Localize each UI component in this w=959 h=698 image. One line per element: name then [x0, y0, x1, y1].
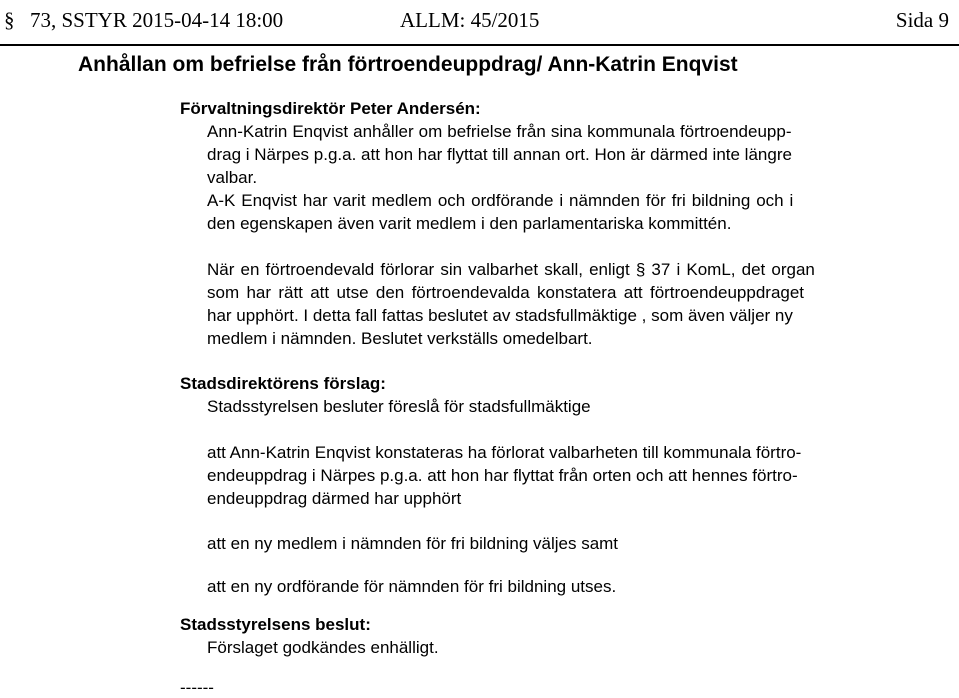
- proposal-att-3: att en ny ordförande för nämnden för fri bildning utses.: [207, 577, 617, 596]
- proposal-att-1: [207, 441, 892, 510]
- paragraph-mark: §: [4, 8, 15, 32]
- text-line: endeuppdrag därmed har upphört: [207, 489, 462, 508]
- text-line: att Ann-Katrin Enqvist konstateras ha förlorat valbarheten till kommunala förtro-: [207, 443, 802, 462]
- director-section: [180, 97, 892, 350]
- text-line: A-K Enqvist har varit medlem och ordförande i nämnden för fri bildning och i: [207, 191, 794, 210]
- document-title: Anhållan om befrielse från förtroendeuppdrag/ Ann-Katrin Enqvist: [78, 53, 738, 76]
- proposal-section: [180, 372, 892, 598]
- text-line: drag i Närpes p.g.a. att hon har flyttat till annan ort. Hon är därmed inte längre: [207, 145, 792, 164]
- text-line: har upphört. I detta fall fattas beslutet av stadsfullmäktige , som även väljer ny: [207, 306, 793, 325]
- director-paragraph-1: [207, 120, 892, 189]
- decision-section: [180, 613, 892, 659]
- agenda-item-number: ALLM: 45/2015: [400, 8, 540, 32]
- director-paragraph-2: [207, 189, 892, 235]
- section-separator: ------: [180, 678, 214, 697]
- page-number: Sida 9: [895, 8, 949, 32]
- text-line: När en förtroendevald förlorar sin valbarhet skall, enligt § 37 i KomL, det organ: [207, 260, 815, 279]
- proposal-att-2: att en ny medlem i nämnden för fri bildning väljes samt: [207, 534, 619, 553]
- decision-text: Förslaget godkändes enhälligt.: [207, 638, 439, 657]
- page-header: [0, 0, 959, 46]
- decision-heading: Stadsstyrelsens beslut:: [180, 615, 371, 634]
- director-paragraph-3: [207, 258, 892, 350]
- meeting-reference: 73, SSTYR 2015-04-14 18:00: [30, 8, 284, 32]
- proposal-heading: Stadsdirektörens förslag:: [180, 374, 386, 393]
- text-line: valbar.: [207, 168, 258, 187]
- text-line: den egenskapen även varit medlem i den parlamentariska kommittén.: [207, 214, 732, 233]
- text-line: medlem i nämnden. Beslutet verkställs omedelbart.: [207, 329, 593, 348]
- director-heading: Förvaltningsdirektör Peter Andersén:: [180, 99, 481, 118]
- text-line: som har rätt att utse den förtroendevalda konstatera att förtroendeuppdraget: [207, 283, 805, 302]
- text-line: Ann-Katrin Enqvist anhåller om befrielse från sina kommunala förtroendeupp-: [207, 122, 792, 141]
- proposal-intro: Stadsstyrelsen besluter föreslå för stadsfullmäktige: [207, 397, 591, 416]
- text-line: endeuppdrag i Närpes p.g.a. att hon har flyttat från orten och att hennes förtro-: [207, 466, 798, 485]
